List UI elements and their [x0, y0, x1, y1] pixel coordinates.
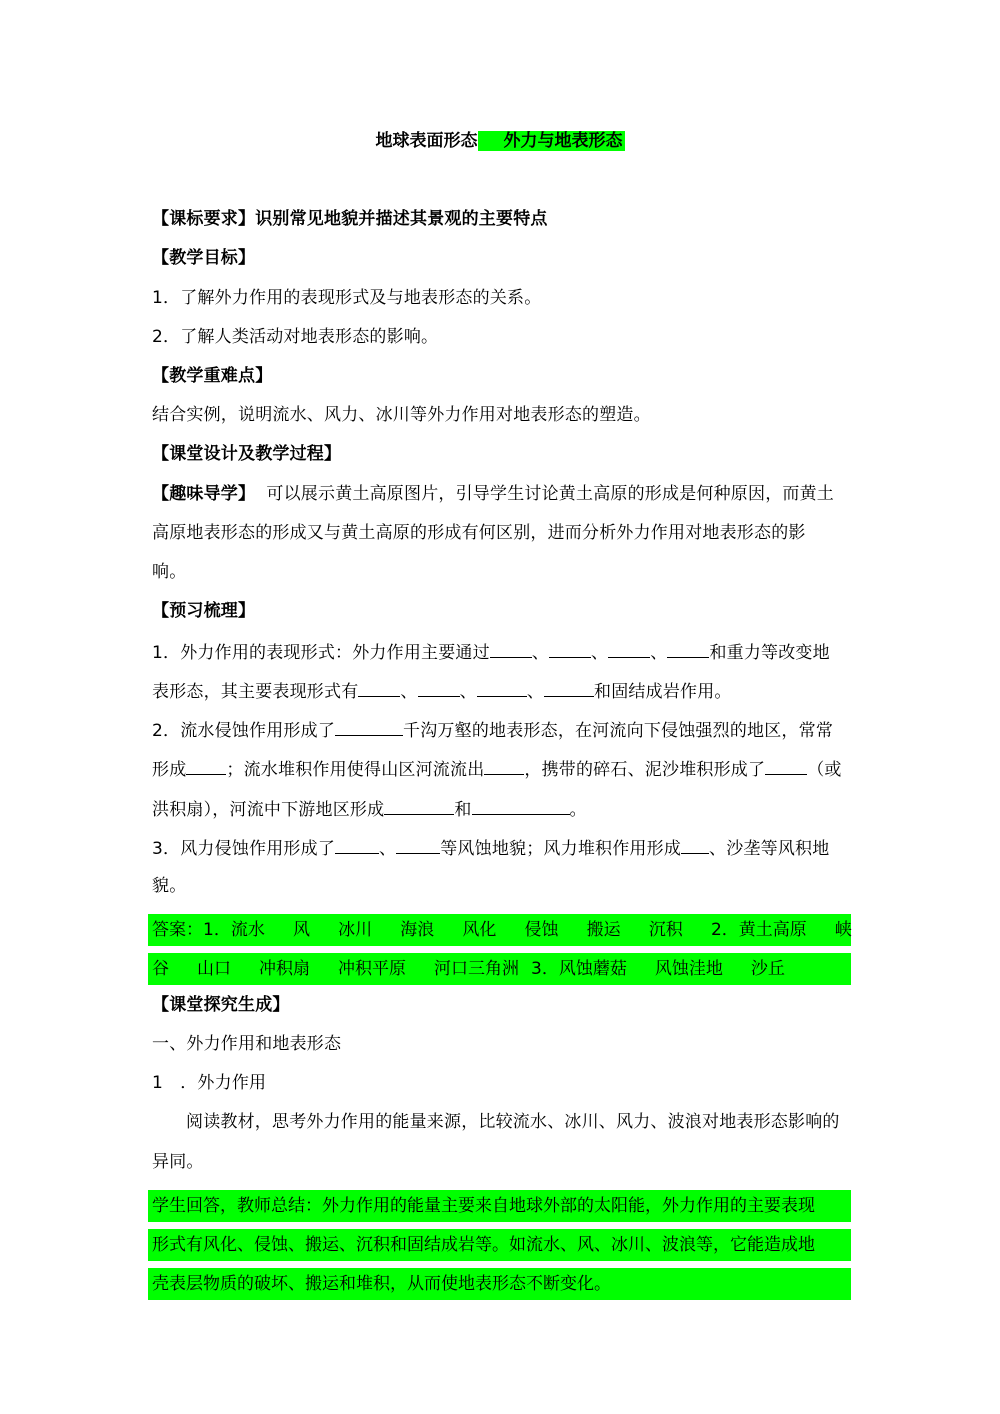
objective-item: 1．了解外力作用的表现形式及与地表形态的关系。 — [152, 288, 542, 308]
preview-question-1-cont — [152, 678, 852, 704]
fill-blank[interactable] — [765, 756, 807, 775]
objective-item: 2．了解人类活动对地表形态的影响。 — [152, 327, 439, 347]
title-prefix: 地球表面形态 — [375, 131, 478, 151]
title-highlight: 外力与地表形态 — [478, 131, 625, 151]
fill-blank[interactable] — [544, 678, 594, 697]
separator: 、 — [531, 643, 550, 663]
question-text: 。 — [569, 800, 587, 820]
answer-item: 风 — [292, 920, 310, 940]
fill-blank[interactable] — [477, 678, 527, 697]
fill-blank[interactable] — [667, 639, 709, 658]
question-text: 形成 — [152, 760, 187, 780]
answer-item: 冲积扇 — [259, 959, 310, 979]
prompt-text: 阅读教材，思考外力作用的能量来源，比较流水、冰川、风力、波浪对地表形态影响的 — [186, 1112, 840, 1132]
answer-row-2 — [152, 953, 852, 985]
fill-blank[interactable] — [384, 796, 454, 815]
fill-blank[interactable] — [418, 678, 460, 697]
intro-line: 响。 — [152, 562, 187, 582]
key-points-heading: 【教学重难点】 — [152, 366, 273, 386]
question-text: 表形态，其主要表现形式有 — [152, 682, 359, 702]
answer-item: 河口三角洲 — [434, 959, 519, 979]
intro-line: 高原地表形态的形成又与黄土高原的形成有何区别，进而分析外力作用对地表形态的影 — [152, 523, 806, 543]
answer-item: 搬运 — [586, 920, 621, 940]
key-points-text: 结合实例，说明流水、风力、冰川等外力作用对地表形态的塑造。 — [152, 405, 651, 425]
section-heading: 一、外力作用和地表形态 — [152, 1034, 342, 1054]
answer-item: 山口 — [197, 959, 231, 979]
answer-item: 沉积 — [648, 920, 683, 940]
exploration-heading: 【课堂探究生成】 — [152, 995, 290, 1015]
question-text: 和重力等改变地 — [709, 643, 830, 663]
question-text: 2．流水侵蚀作用形成了 — [152, 721, 336, 741]
separator: 、 — [650, 643, 668, 663]
question-text: ；流水堆积作用使得山区河流流出 — [226, 760, 485, 780]
question-text: 、沙垄等风积地 — [709, 839, 830, 859]
answer-item: 冲积平原 — [338, 959, 406, 979]
curriculum-requirement — [152, 207, 852, 231]
fill-blank[interactable] — [608, 639, 650, 658]
question-text: ，携带的碎石、泥沙堆积形成了 — [524, 760, 766, 780]
objectives-heading: 【教学目标】 — [152, 248, 256, 268]
curriculum-label: 【课标要求】 — [152, 209, 256, 229]
preview-question-2-cont — [152, 756, 852, 782]
separator: 、 — [379, 839, 397, 859]
separator: 、 — [459, 682, 477, 702]
fill-blank[interactable] — [358, 678, 400, 697]
answer-item: 2．黄土高原 — [710, 920, 807, 940]
page-title — [0, 128, 1000, 154]
answer-item: 峡 — [834, 920, 852, 940]
fill-blank[interactable] — [490, 639, 532, 658]
intro-paragraph — [152, 482, 852, 506]
fill-blank[interactable] — [549, 639, 591, 658]
separator: 、 — [591, 643, 609, 663]
fill-blank[interactable] — [484, 756, 524, 775]
preview-question-2 — [152, 717, 852, 743]
question-text: （或 — [807, 760, 842, 780]
curriculum-text: 识别常见地貌并描述其景观的主要特点 — [255, 209, 548, 229]
process-heading: 【课堂设计及教学过程】 — [152, 444, 342, 464]
answer-item: 答案：1．流水 — [152, 920, 265, 940]
question-text: 洪积扇），河流中下游地区形成 — [152, 800, 385, 820]
separator: 、 — [400, 682, 418, 702]
answer-item: 侵蚀 — [524, 920, 559, 940]
preview-question-2-cont — [152, 796, 852, 822]
preview-heading: 【预习梳理】 — [152, 601, 256, 621]
fill-blank[interactable] — [681, 835, 709, 854]
question-text: 千沟万壑的地表形态，在河流向下侵蚀强烈的地区，常常 — [403, 721, 834, 741]
answer-item: 谷 — [152, 959, 169, 979]
question-text: 3．风力侵蚀作用形成了 — [152, 839, 336, 859]
answer-item: 3．风蚀蘑菇 — [531, 959, 627, 979]
intro-label: 【趣味导学】 — [152, 484, 256, 504]
prompt-text: 异同。 — [152, 1152, 204, 1172]
question-text: 和固结成岩作用。 — [594, 682, 732, 702]
question-text: 和 — [454, 800, 472, 820]
answer-item: 海浪 — [400, 920, 435, 940]
question-text: 等风蚀地貌；风力堆积作用形成 — [440, 839, 682, 859]
preview-question-1 — [152, 639, 852, 665]
summary-line: 形式有风化、侵蚀、搬运、沉积和固结成岩等。如流水、风、冰川、波浪等，它能造成地 — [152, 1235, 815, 1255]
answer-item: 沙丘 — [750, 959, 785, 979]
intro-line: 可以展示黄土高原图片，引导学生讨论黄土高原的形成是何种原因，而黄土 — [255, 484, 835, 504]
summary-line: 学生回答，教师总结：外力作用的能量主要来自地球外部的太阳能，外力作用的主要表现 — [152, 1196, 815, 1216]
fill-blank[interactable] — [335, 717, 403, 736]
answer-item: 风化 — [462, 920, 497, 940]
fill-blank[interactable] — [186, 756, 226, 775]
answer-item: 风蚀洼地 — [654, 959, 723, 979]
separator: 、 — [526, 682, 545, 702]
fill-blank[interactable] — [396, 835, 440, 854]
preview-question-3-cont: 貌。 — [152, 876, 187, 896]
question-text: 1．外力作用的表现形式：外力作用主要通过 — [152, 643, 490, 663]
preview-question-3 — [152, 835, 852, 861]
subsection-heading: 1 ．外力作用 — [152, 1073, 267, 1093]
answer-row-1 — [152, 914, 852, 946]
answer-item: 冰川 — [338, 920, 373, 940]
fill-blank[interactable] — [472, 796, 570, 815]
summary-line: 壳表层物质的破坏、搬运和堆积，从而使地表形态不断变化。 — [152, 1274, 611, 1294]
fill-blank[interactable] — [335, 835, 379, 854]
